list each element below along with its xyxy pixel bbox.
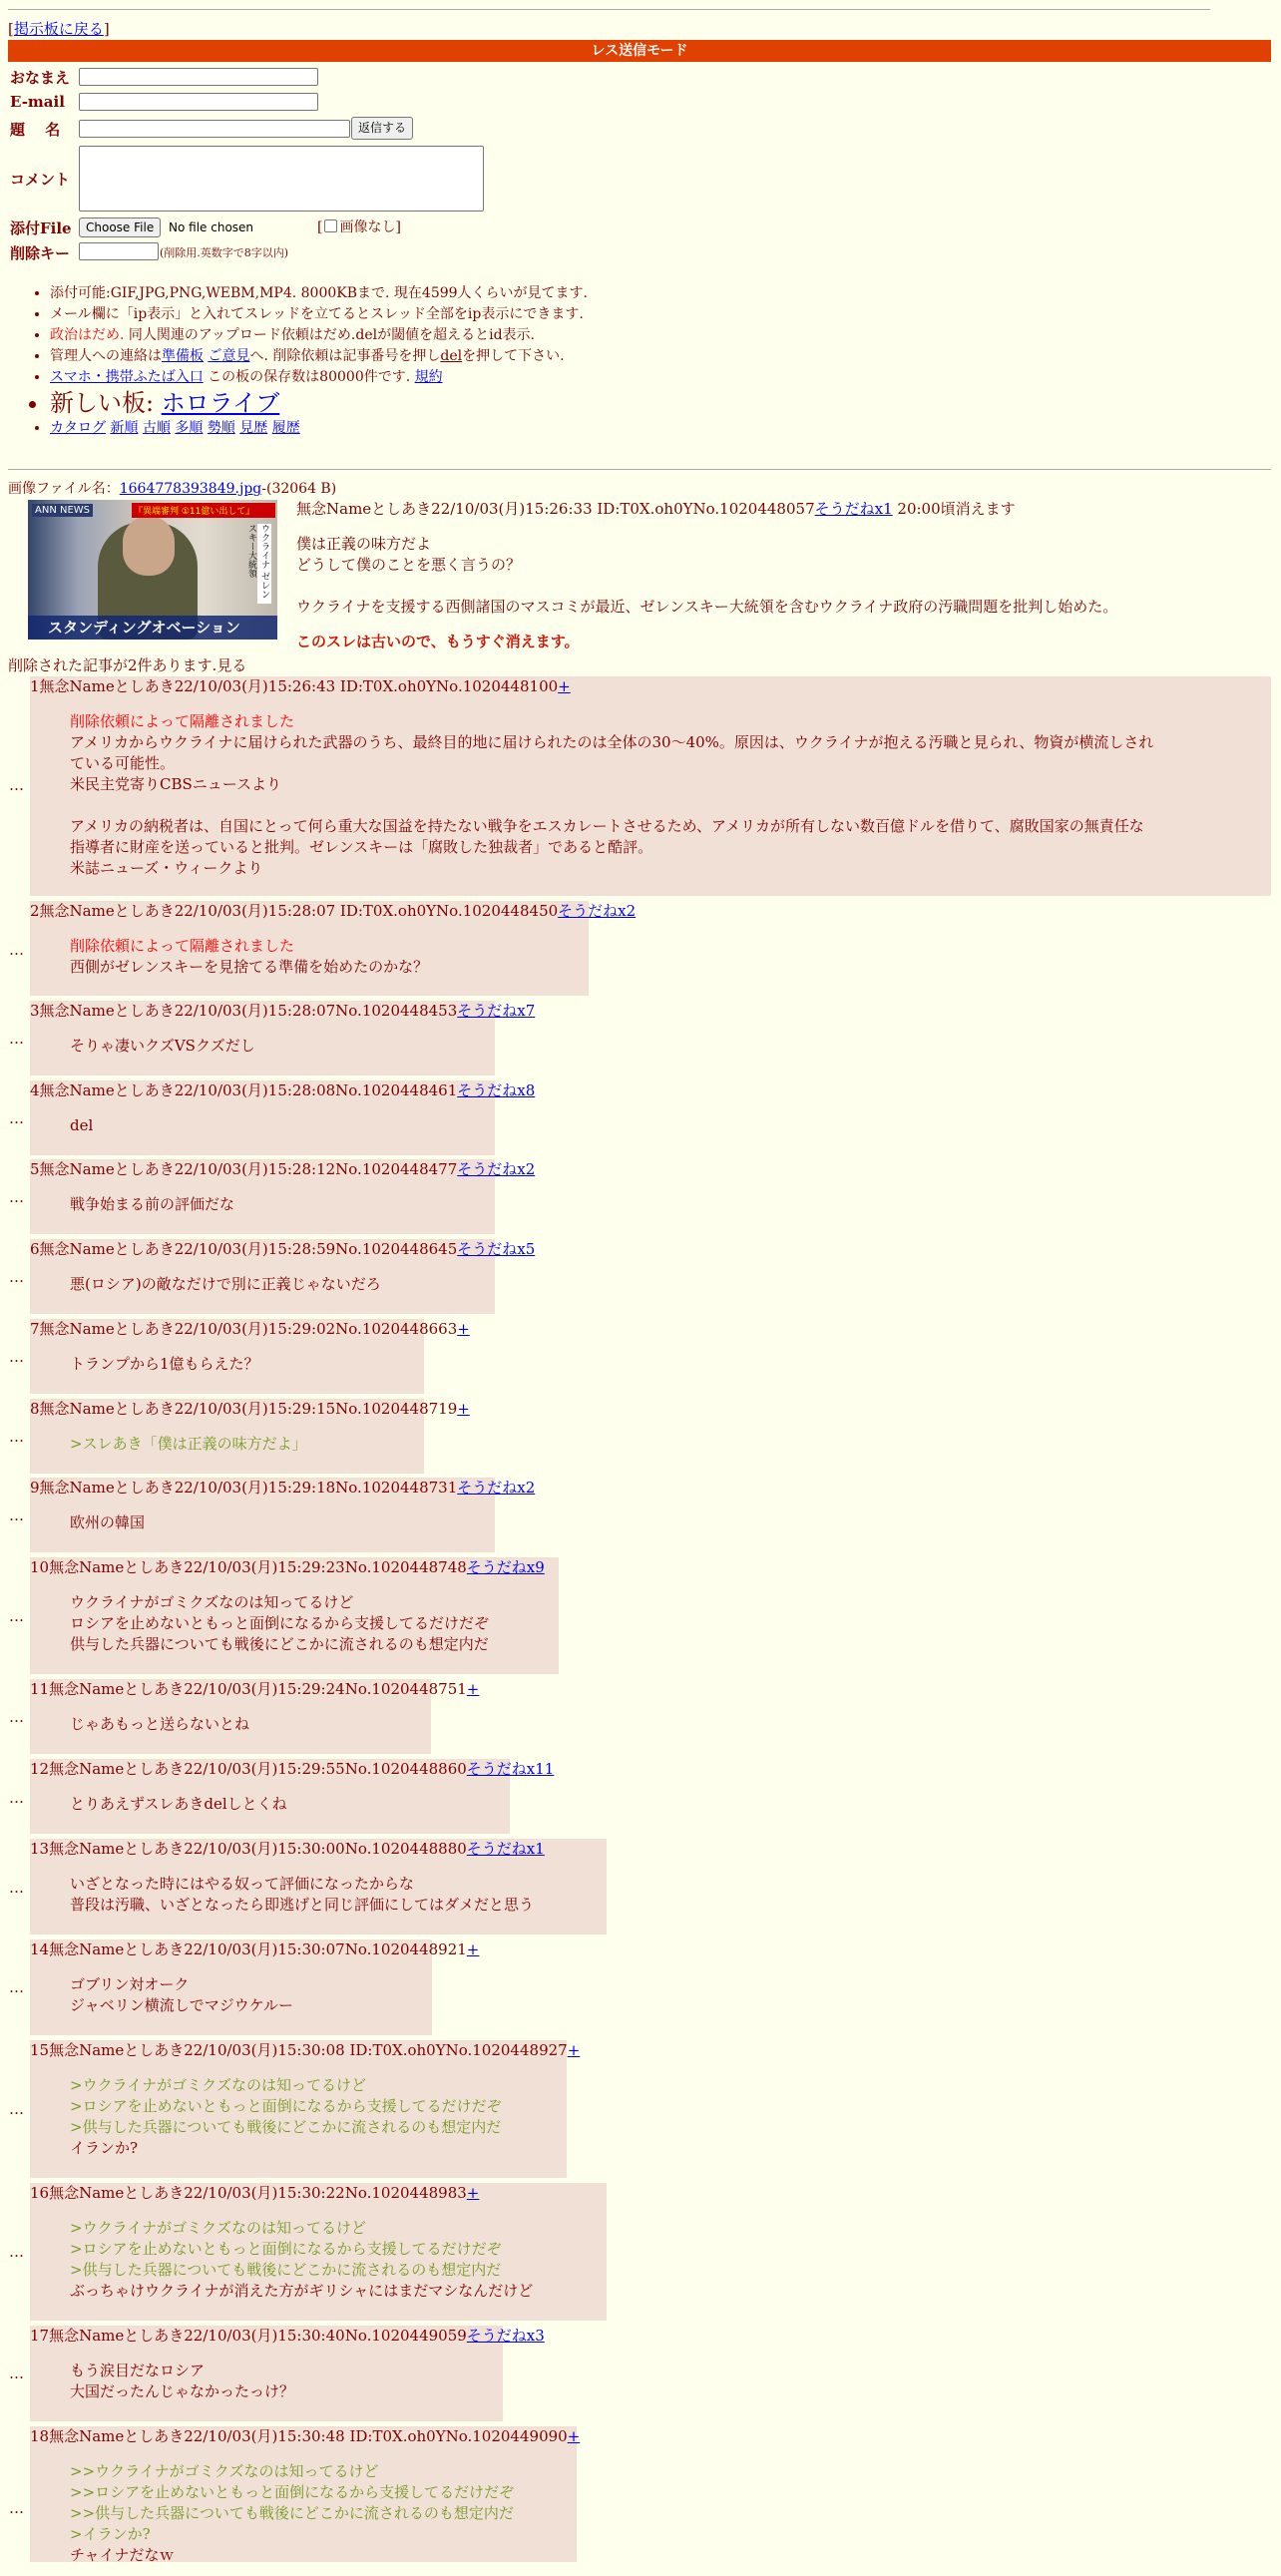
- reply-post: 6無念Nameとしあき22/10/03(月)15:28:59No.1020448645そうだねx5 悪(ロシア)の敵なだけで別に正義じゃないだろ: [30, 1239, 495, 1314]
- reply-header: 14無念Nameとしあき22/10/03(月)15:30:07No.1020448921+: [30, 1940, 480, 1958]
- reply-header: 8無念Nameとしあき22/10/03(月)15:29:15No.1020448719+: [30, 1400, 470, 1418]
- catalog-link[interactable]: カタログ: [50, 420, 106, 436]
- hololive-board-link[interactable]: ホロライブ: [161, 389, 280, 417]
- reply-post: 15無念Nameとしあき22/10/03(月)15:30:08 ID:T0X.oh0YNo.1020448927+ >ウクライナがゴミクズなのは知ってるけど >ロシアを止めないともっと面倒になるから支援してるだけだぞ >供与した兵器についても戦後にどこかに流されるのも想定内だ イランか?: [30, 2040, 567, 2178]
- thumbnail-side-caption: ウクライナ ゼレンスキー大統領: [257, 524, 271, 604]
- reply-header: 4無念Nameとしあき22/10/03(月)15:28:08No.1020448461そうだねx8: [30, 1081, 536, 1099]
- op-body: 僕は正義の味方だよ どうして僕のことを悪く言うの？ ウクライナを支援する西側諸国のマスコミが最近、ゼレンスキー大統領を含むウクライナ政府の汚職問題を批判し始めた。 このスレは古いので、もうすぐ消えます。: [296, 534, 1254, 652]
- sodane-button[interactable]: +: [558, 677, 571, 695]
- reply-mode-bar: レス送信モード: [8, 40, 1271, 62]
- reply-post: 2無念Nameとしあき22/10/03(月)15:28:07 ID:T0X.oh0YNo.1020448450そうだねx2 削除依頼によって隔離されました 西側がゼレンスキーを見捨てる準備を始めたのかな？: [30, 901, 589, 996]
- sodane-button[interactable]: +: [466, 1680, 480, 1698]
- mobile-entrance-link[interactable]: スマホ・携帯ふたば入口: [50, 369, 204, 385]
- reply-ellipsis: …: [9, 2100, 24, 2118]
- back-to-board: [掲示板に戻る]: [8, 20, 110, 38]
- reply-ellipsis: …: [9, 1506, 24, 1524]
- file-picker: [79, 217, 253, 237]
- reply-header: 17無念Nameとしあき22/10/03(月)15:30:40No.1020449059そうだねx3: [30, 2327, 545, 2345]
- reply-header: 9無念Nameとしあき22/10/03(月)15:29:18No.1020448731そうだねx2: [30, 1479, 536, 1497]
- reply-ellipsis: …: [9, 2499, 24, 2517]
- reply-post: 7無念Nameとしあき22/10/03(月)15:29:02No.1020448663+ トランプから1億もらえた？: [30, 1319, 424, 1394]
- sodane-button[interactable]: そうだねx3: [466, 2327, 545, 2345]
- subject-label: 題 名: [10, 121, 61, 139]
- sodane-button[interactable]: +: [567, 2041, 581, 2059]
- file-label: 添付File: [10, 219, 72, 237]
- reply-header: 1無念Nameとしあき22/10/03(月)15:26:43 ID:T0X.oh0YNo.1020448100+: [30, 677, 571, 695]
- delete-key-note: (削除用.英数字で8字以内): [160, 246, 289, 259]
- expire-warning: このスレは古いので、もうすぐ消えます。: [296, 633, 580, 650]
- reply-post: 16無念Nameとしあき22/10/03(月)15:30:22No.1020448983+ >ウクライナがゴミクズなのは知ってるけど >ロシアを止めないともっと面倒になるから支援してるだけだぞ >供与した兵器についても戦後にどこかに流されるのも想定内だ ぶっちゃけウクライナが消えた方がギリシャにはまだマシなんだけど: [30, 2183, 607, 2321]
- rule-item: • メール欄に「ip表示」と入れてスレッドを立てるとスレッド全部をip表示にできます.: [50, 304, 1247, 325]
- op-thumbnail[interactable]: [28, 500, 277, 640]
- no-image-checkbox[interactable]: [324, 219, 337, 232]
- file-status: No file chosen: [169, 220, 254, 234]
- reply-ellipsis: …: [9, 2243, 24, 2261]
- rule-item: • 政治はだめ. 同人関連のアップロード依頼はだめ.delが閾値を超えるとid表示.: [50, 325, 1247, 346]
- terms-link[interactable]: 規約: [414, 369, 443, 385]
- new-board-item: • 新しい板: ホロライブ: [50, 388, 1247, 418]
- thumbnail-caption: スタンディングオベーション: [28, 616, 277, 640]
- sodane-button[interactable]: そうだねx11: [466, 1760, 555, 1778]
- image-file-info: 画像ファイル名：1664778393849.jpg-(32064 B): [8, 481, 337, 497]
- back-to-board-link[interactable]: 掲示板に戻る: [13, 20, 104, 38]
- sort-old-link[interactable]: 古順: [142, 420, 171, 436]
- thread-divider: [8, 469, 1271, 470]
- reply-header: 2無念Nameとしあき22/10/03(月)15:28:07 ID:T0X.oh0YNo.1020448450そうだねx2: [30, 902, 637, 920]
- reply-ellipsis: …: [9, 1348, 24, 1366]
- reply-post: 9無念Nameとしあき22/10/03(月)15:29:18No.1020448731そうだねx2 欧州の韓国: [30, 1478, 495, 1552]
- sodane-button[interactable]: +: [457, 1320, 470, 1338]
- no-image-option: [ 画像なし]: [317, 219, 401, 235]
- reply-ellipsis: …: [9, 1708, 24, 1726]
- sodane-button[interactable]: そうだねx8: [457, 1081, 536, 1099]
- sodane-button[interactable]: そうだねx9: [466, 1558, 545, 1576]
- reply-header: 6無念Nameとしあき22/10/03(月)15:28:59No.1020448645そうだねx5: [30, 1240, 536, 1258]
- reply-post: 4無念Nameとしあき22/10/03(月)15:28:08No.1020448461そうだねx8 del: [30, 1080, 495, 1155]
- reply-post: 17無念Nameとしあき22/10/03(月)15:30:40No.1020449059そうだねx3 もう涙目だなロシア 大国だったんじゃなかったっけ？: [30, 2326, 503, 2421]
- reply-header: 12無念Nameとしあき22/10/03(月)15:29:55No.1020448860そうだねx11: [30, 1760, 555, 1778]
- reply-post: 8無念Nameとしあき22/10/03(月)15:29:15No.1020448719+ >スレあき「僕は正義の味方だよ」: [30, 1399, 424, 1474]
- comment-label: コメント: [10, 171, 71, 189]
- op-sodane-button[interactable]: そうだねx1: [814, 500, 893, 518]
- reply-ellipsis: …: [9, 1268, 24, 1286]
- reply-ellipsis: …: [9, 776, 24, 794]
- board-rules: [30, 283, 1247, 439]
- sodane-button[interactable]: そうだねx2: [457, 1479, 536, 1497]
- subject-input[interactable]: [79, 120, 350, 138]
- sort-hot-link[interactable]: 勢順: [207, 420, 235, 436]
- name-label: おなまえ: [10, 69, 71, 87]
- rule-item: • 管理人への連絡は準備板 ご意見へ. 削除依頼は記事番号を押しdelを押して下さい.: [50, 346, 1247, 367]
- reply-post: 12無念Nameとしあき22/10/03(月)15:29:55No.1020448860そうだねx11 とりあえずスレあきdelしとくね: [30, 1759, 510, 1834]
- rule-item: • スマホ・携帯ふたば入口 この板の保存数は80000件です. 規約: [50, 367, 1247, 388]
- choose-file-button[interactable]: Choose File: [79, 217, 161, 237]
- prep-board-link[interactable]: 準備板: [162, 348, 204, 364]
- reply-post: 13無念Nameとしあき22/10/03(月)15:30:00No.1020448880そうだねx1 いざとなった時にはやる奴って評価になったからな 普段は汚職、いざとなったら即逃げと同じ評価にしてはダメだと思う: [30, 1839, 607, 1934]
- reply-header: 16無念Nameとしあき22/10/03(月)15:30:22No.1020448983+: [30, 2184, 480, 2202]
- seen-history-link[interactable]: 見歴: [239, 420, 268, 436]
- top-divider: [8, 9, 1210, 10]
- reply-header: 5無念Nameとしあき22/10/03(月)15:28:12No.1020448477そうだねx2: [30, 1160, 536, 1178]
- reply-post: 1無念Nameとしあき22/10/03(月)15:26:43 ID:T0X.oh0YNo.1020448100+ 削除依頼によって隔離されました アメリカからウクライナに届けられた武器のうち、最終目的地に届けられたのは全体の30～40%。原因は、ウクライナが抱える汚職と見られ、物資が横流しされ ている可能性。 米民主党寄りCBSニュースより アメリカの納税者は、自国にとって何ら重大な国益を持たない戦争をエスカレートさせるため、アメリカが所有しない数百億ドルを借りて、腐敗国家の無責任な 指導者に財産を送っていると批判。ゼレンスキーは「腐敗した独裁者」であると酷評。 米誌ニューズ・ウィークより: [30, 676, 1271, 896]
- reply-post: 3無念Nameとしあき22/10/03(月)15:28:07No.1020448453そうだねx7 そりゃ凄いクズVSクズだし: [30, 1001, 495, 1075]
- email-input[interactable]: [79, 93, 318, 111]
- sodane-button[interactable]: +: [567, 2427, 581, 2445]
- news-logo: ANN NEWS: [32, 504, 93, 517]
- reply-post: 11無念Nameとしあき22/10/03(月)15:29:24No.1020448751+ じゃあもっと送らないとね: [30, 1679, 431, 1754]
- reply-post: 5無念Nameとしあき22/10/03(月)15:28:12No.1020448477そうだねx2 戦争始まる前の評価だな: [30, 1159, 495, 1234]
- name-input[interactable]: [79, 68, 318, 86]
- reply-header: 13無念Nameとしあき22/10/03(月)15:30:00No.1020448880そうだねx1: [30, 1840, 545, 1858]
- deleted-posts-note[interactable]: 削除された記事が2件あります.見る: [8, 656, 247, 674]
- reply-post: 14無念Nameとしあき22/10/03(月)15:30:07No.1020448921+ ゴブリン対オーク ジャベリン横流しでマジウケルー: [30, 1939, 432, 2035]
- sort-many-link[interactable]: 多順: [175, 420, 204, 436]
- sodane-button[interactable]: +: [457, 1400, 470, 1418]
- reply-ellipsis: …: [9, 1109, 24, 1127]
- reply-header: 3無念Nameとしあき22/10/03(月)15:28:07No.1020448453そうだねx7: [30, 1002, 536, 1020]
- sodane-button[interactable]: そうだねx5: [457, 1240, 536, 1258]
- reply-header: 18無念Nameとしあき22/10/03(月)15:30:48 ID:T0X.oh0YNo.1020449090+: [30, 2427, 581, 2445]
- sort-new-link[interactable]: 新順: [110, 420, 139, 436]
- op-post: [296, 499, 1254, 652]
- sodane-button[interactable]: そうだねx2: [558, 902, 637, 920]
- rule-item: • 添付可能:GIF,JPG,PNG,WEBM,MP4. 8000KBまで. 現在4599人くらいが見てます.: [50, 283, 1247, 304]
- reply-post: 18無念Nameとしあき22/10/03(月)15:30:48 ID:T0X.oh0YNo.1020449090+ >>ウクライナがゴミクズなのは知ってるけど >>ロシアを止めないともっと面倒になるから支援してるだけだぞ >>供与した兵器についても戦後にどこかに流されるのも想定内だ >イランか? チャイナだなｗ: [30, 2427, 581, 2564]
- reply-post: 10無念Nameとしあき22/10/03(月)15:29:23No.1020448748そうだねx9 ウクライナがゴミクズなのは知ってるけど ロシアを止めないともっと面倒になるから支援してるだけだぞ 供与した兵器についても戦後にどこかに流されるのも想定内だ: [30, 1557, 559, 1674]
- sodane-button[interactable]: そうだねx2: [457, 1160, 536, 1178]
- submit-reply-button[interactable]: 返信する: [351, 117, 413, 140]
- delete-key-label: 削除キー: [10, 244, 71, 262]
- sodane-button[interactable]: +: [466, 1940, 480, 1958]
- reply-header: 11無念Nameとしあき22/10/03(月)15:29:24No.1020448751+: [30, 1680, 480, 1698]
- sodane-button[interactable]: そうだねx1: [466, 1840, 545, 1858]
- comment-textarea[interactable]: [79, 146, 484, 212]
- reply-header: 10無念Nameとしあき22/10/03(月)15:29:23No.1020448748そうだねx9: [30, 1558, 545, 1576]
- reply-header: 7無念Nameとしあき22/10/03(月)15:29:02No.1020448663+: [30, 1320, 470, 1338]
- reply-ellipsis: …: [9, 1978, 24, 1996]
- thumbnail-face: [123, 516, 175, 576]
- reply-ellipsis: …: [9, 1879, 24, 1897]
- op-header: 無念Nameとしあき22/10/03(月)15:26:33 ID:T0X.oh0YNo.1020448057そうだねx1 20:00頃消えます: [296, 500, 1016, 518]
- reply-ellipsis: …: [9, 1789, 24, 1807]
- sodane-button[interactable]: そうだねx7: [457, 1002, 536, 1020]
- thumbnail-badge: 『異端審判 ①11億い出して』: [132, 503, 275, 518]
- sort-links: [50, 418, 1247, 439]
- reply-ellipsis: …: [9, 2364, 24, 2382]
- reply-ellipsis: …: [9, 1030, 24, 1048]
- reply-ellipsis: …: [9, 1428, 24, 1446]
- history-link[interactable]: 履歴: [271, 420, 300, 436]
- email-label: E-mail: [10, 93, 65, 111]
- sodane-button[interactable]: +: [466, 2184, 480, 2202]
- image-file-link[interactable]: 1664778393849.jpg: [119, 481, 262, 497]
- reply-ellipsis: …: [9, 941, 24, 959]
- reply-header: 15無念Nameとしあき22/10/03(月)15:30:08 ID:T0X.oh0YNo.1020448927+: [30, 2041, 581, 2059]
- reply-ellipsis: …: [9, 1607, 24, 1625]
- delete-key-input[interactable]: [79, 242, 159, 260]
- feedback-link[interactable]: ご意見: [208, 348, 250, 364]
- reply-ellipsis: …: [9, 1188, 24, 1206]
